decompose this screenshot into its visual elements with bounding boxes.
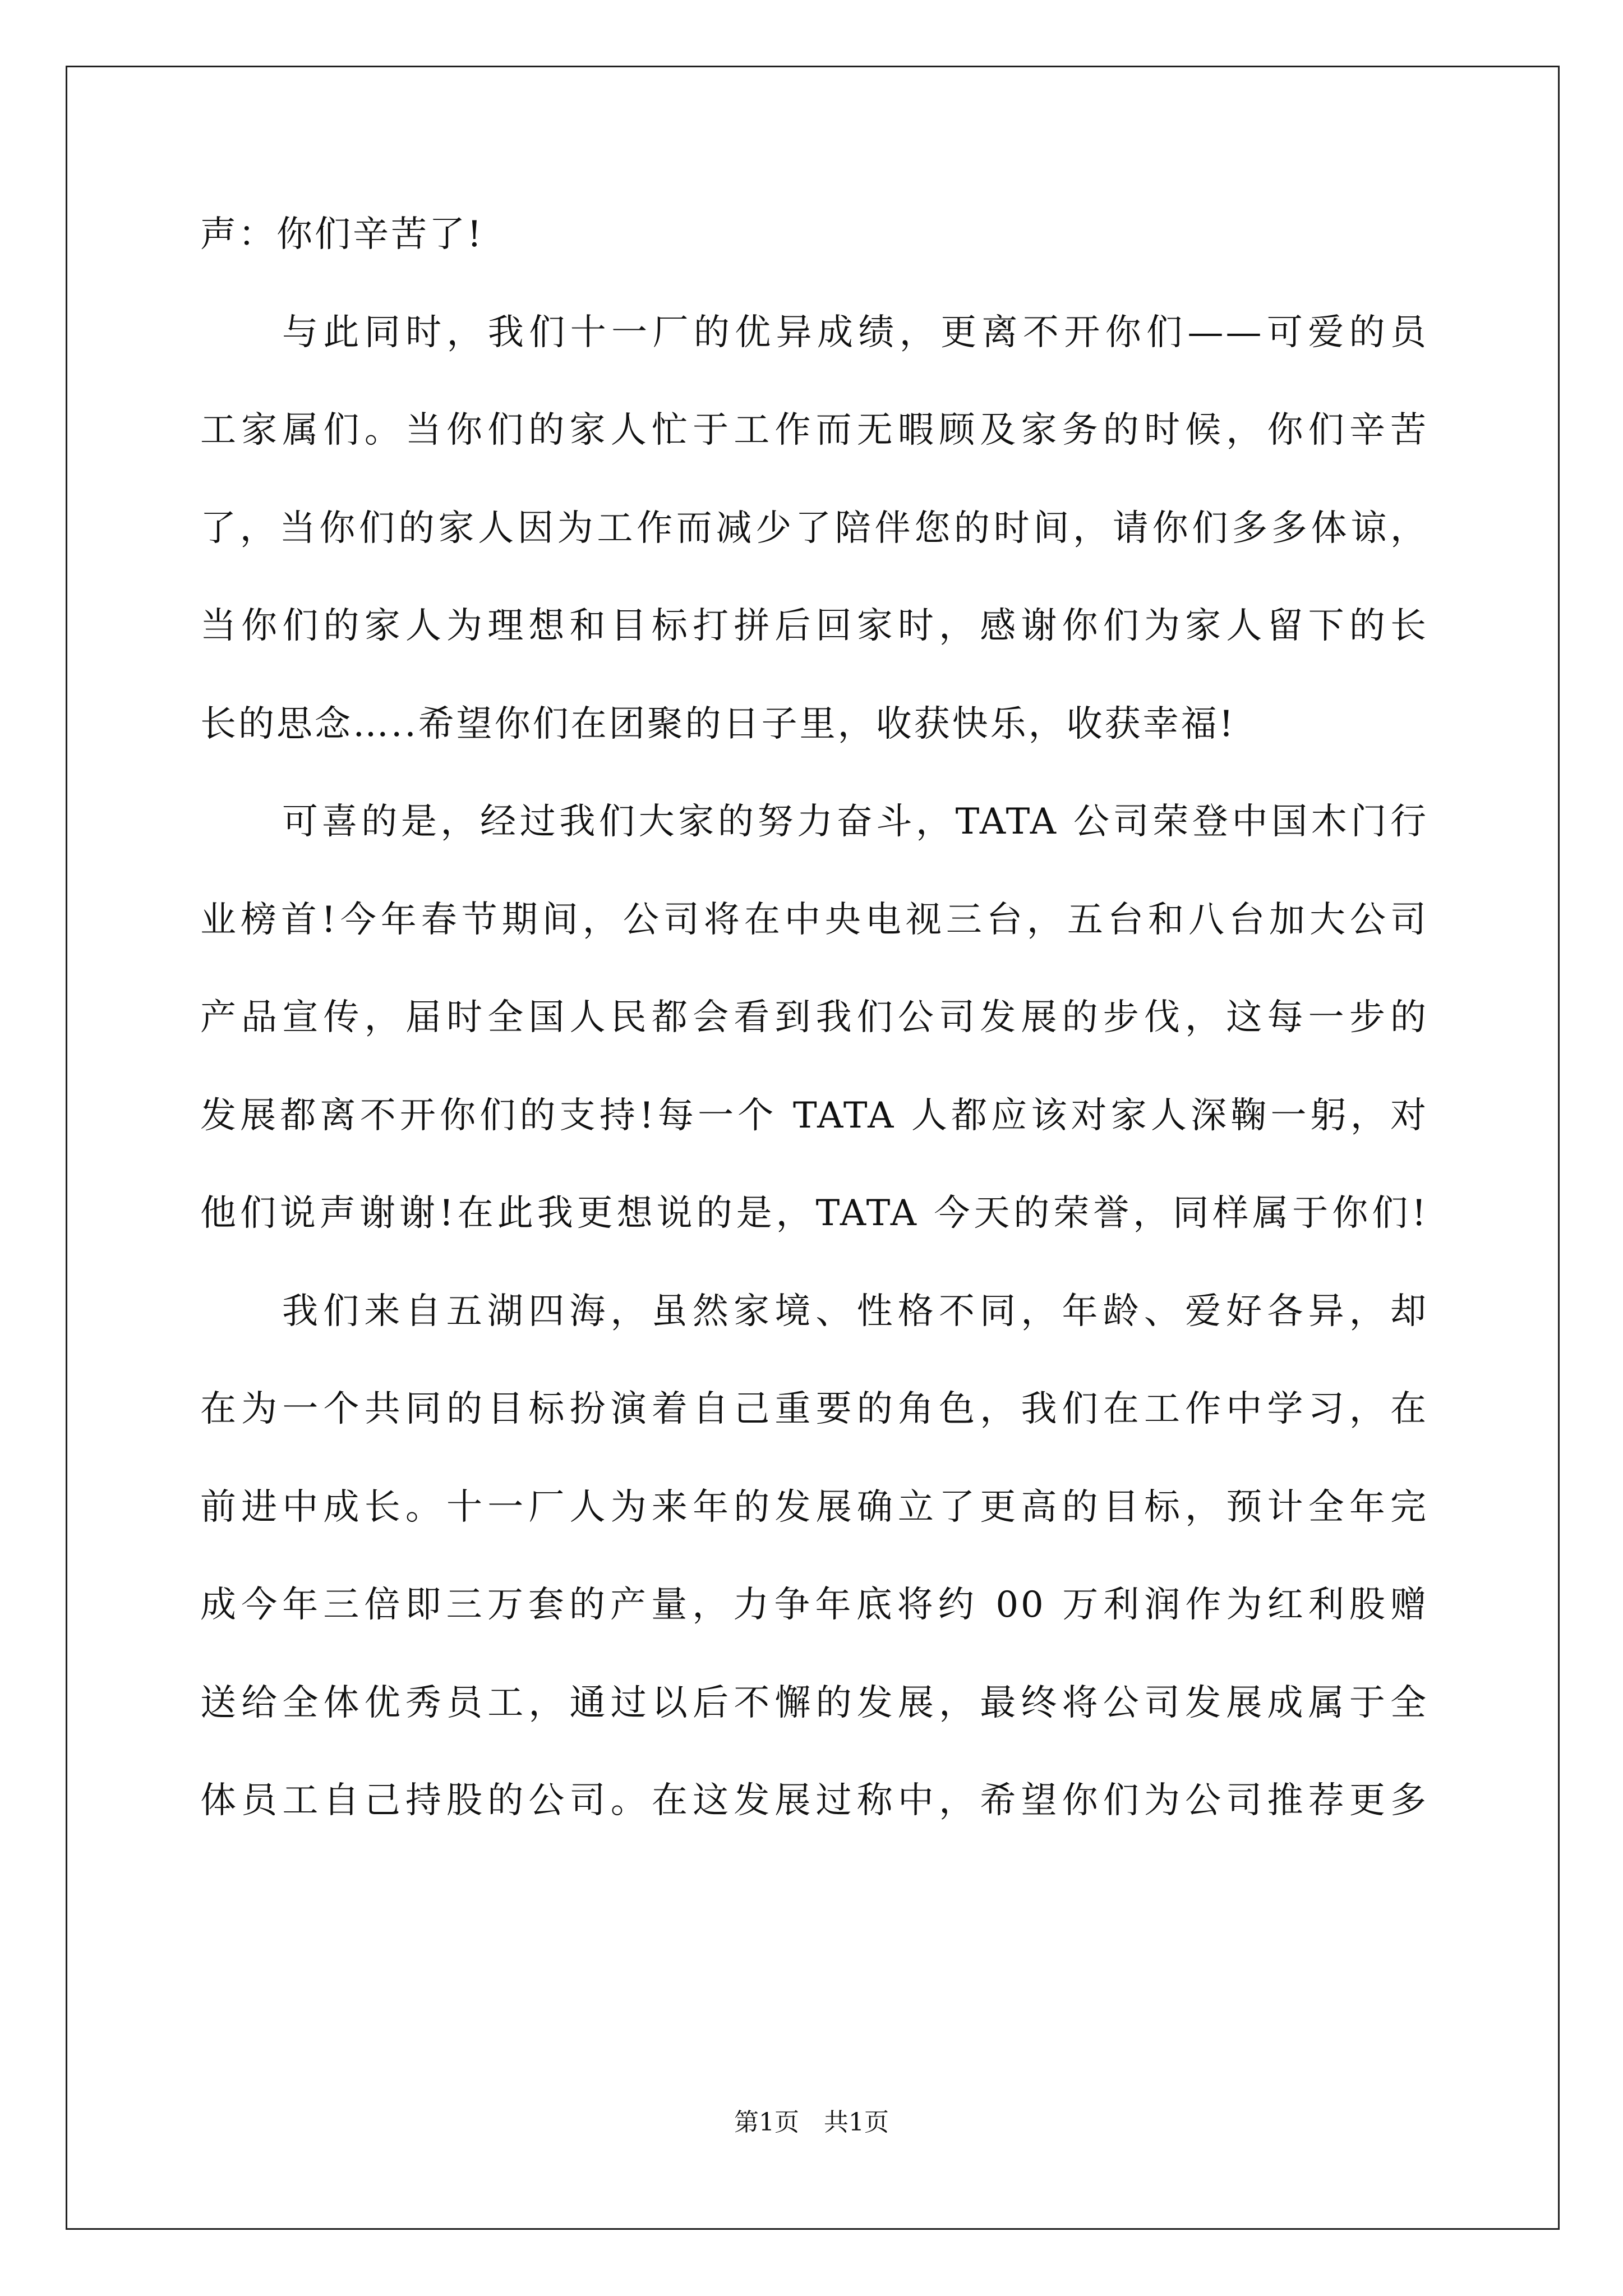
text-line: 声：你们辛苦了! [200, 214, 484, 255]
text-line: 与此同时，我们十一厂的优异成绩，更离不开你们——可爱的员 [282, 312, 1428, 353]
text-line: 长的思念…..希望你们在团聚的日子里，收获快乐，收获幸福! [200, 703, 1236, 745]
page-border [66, 66, 1560, 2230]
text-line: 在为一个共同的目标扮演着自己重要的角色，我们在工作中学习，在 [200, 1388, 1428, 1430]
text-line: 了，当你们的家人因为工作而减少了陪伴您的时间，请你们多多体谅， [200, 508, 1428, 549]
text-line: 送给全体优秀员工，通过以后不懈的发展，最终将公司发展成属于全 [200, 1682, 1428, 1724]
text-line: 成今年三倍即三万套的产量，力争年底将约 00 万利润作为红利股赠 [200, 1584, 1428, 1626]
text-line: 产品宣传，届时全国人民都会看到我们公司发展的步伐，这每一步的 [200, 997, 1428, 1038]
text-line: 我们来自五湖四海，虽然家境、性格不同，年龄、爱好各异，却 [282, 1291, 1428, 1332]
text-line: 工家属们。当你们的家人忙于工作而无暇顾及家务的时候，你们辛苦 [200, 409, 1428, 451]
text-line: 前进中成长。十一厂人为来年的发展确立了更高的目标，预计全年完 [200, 1487, 1428, 1528]
text-line: 他们说声谢谢!在此我更想说的是，TATA 今天的荣誉，同样属于你们! [200, 1193, 1428, 1234]
text-line: 可喜的是，经过我们大家的努力奋斗，TATA 公司荣登中国木门行 [282, 801, 1428, 843]
text-line: 发展都离不开你们的支持!每一个 TATA 人都应该对家人深鞠一躬，对 [200, 1095, 1428, 1137]
text-line: 当你们的家人为理想和目标打拼后回家时，感谢你们为家人留下的长 [200, 605, 1428, 647]
text-line: 体员工自己持股的公司。在这发展过称中，希望你们为公司推荐更多 [200, 1780, 1428, 1821]
page-footer: 第1页 共1页 [734, 2108, 889, 2137]
text-line: 业榜首!今年春节期间，公司将在中央电视三台，五台和八台加大公司 [200, 899, 1428, 941]
